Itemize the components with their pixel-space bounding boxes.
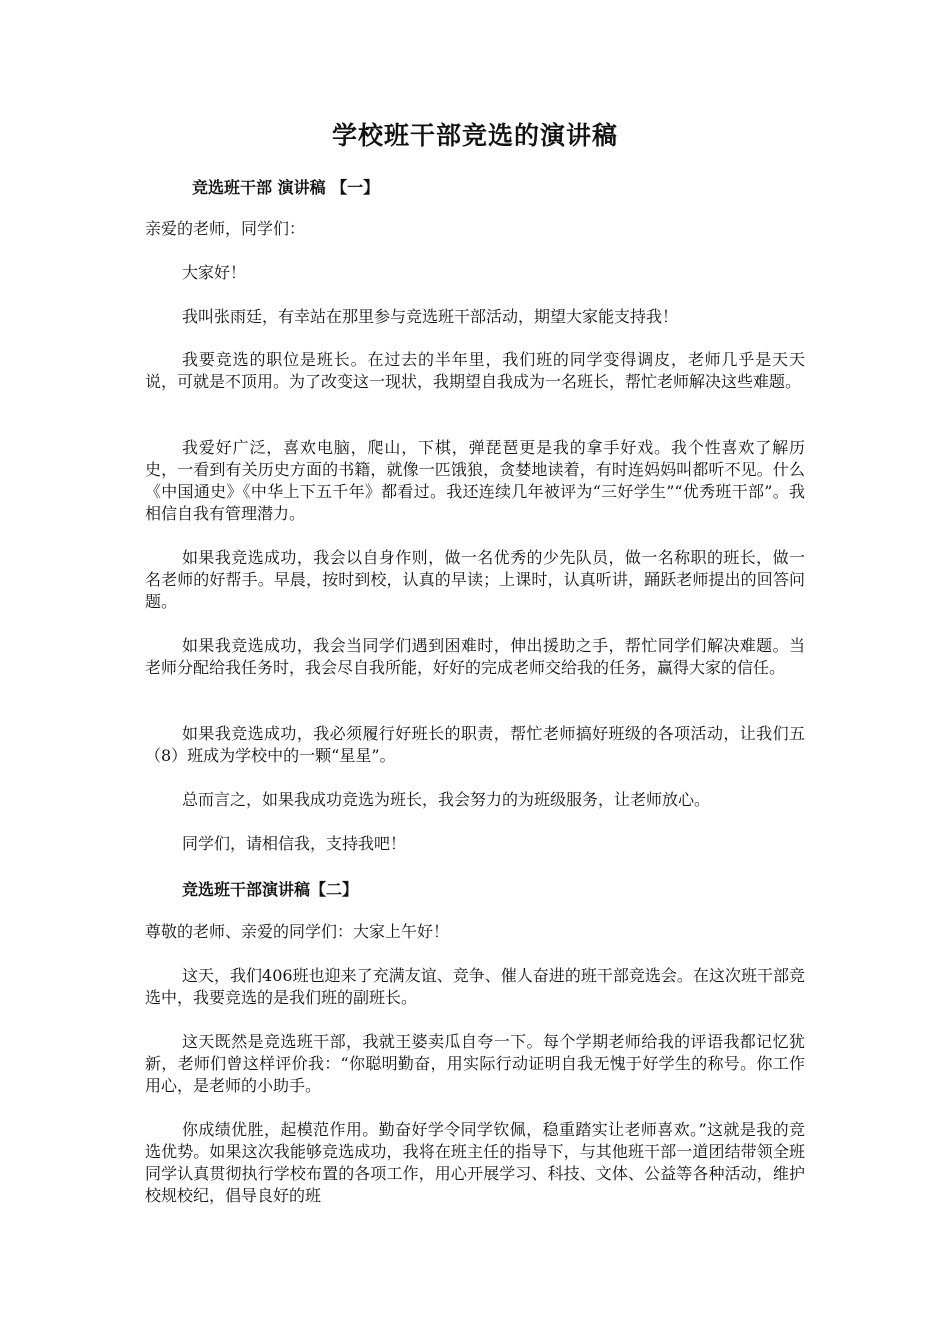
body-paragraph: 我爱好广泛，喜欢电脑，爬山，下棋，弹琵琶更是我的拿手好戏。我个性喜欢了解历史，一看到有关历史方面的书籍，就像一匹饿狼，贪婪地读着，有时连妈妈叫都听不见。什么《中国通史》《中华上下五千年》都看过。我还连续几年被评为“三好学生”“优秀班干部”。我相信自我有管理潜力。 bbox=[145, 438, 805, 523]
body-paragraph: 大家好！ bbox=[182, 263, 247, 282]
section-heading-2: 竞选班干部演讲稿【二】 bbox=[182, 880, 359, 899]
body-paragraph: 这天既然是竞选班干部，我就王婆卖瓜自夸一下。每个学期老师给我的评语我都记忆犹新，老师们曾这样评价我：“你聪明勤奋，用实际行动证明自我无愧于好学生的称号。你工作用心，是老师的小助手。 bbox=[145, 1032, 805, 1095]
body-paragraph: 如果我竞选成功，我会当同学们遇到困难时，伸出援助之手，帮忙同学们解决难题。当老师分配给我任务时，我会尽自我所能，好好的完成老师交给我的任务，赢得大家的信任。 bbox=[145, 636, 805, 677]
body-paragraph: 你成绩优胜，起模范作用。勤奋好学令同学钦佩，稳重踏实让老师喜欢。”这就是我的竞选优势。如果这次我能够竞选成功，我将在班主任的指导下，与其他班干部一道团结带领全班同学认真贯彻执行学校布置的各项工作，用心开展学习、科技、文体、公益等各种活动，维护校规校纪，倡导良好的班 bbox=[145, 1120, 805, 1205]
greeting-paragraph: 尊敬的老师、亲爱的同学们：大家上午好！ bbox=[145, 922, 450, 941]
greeting-paragraph: 亲爱的老师，同学们： bbox=[145, 219, 306, 238]
body-paragraph: 这天，我们406班也迎来了充满友谊、竞争、催人奋进的班干部竞选会。在这次班干部竞选中，我要竞选的是我们班的副班长。 bbox=[145, 966, 805, 1007]
section-heading-1: 竞选班干部 演讲稿 【一】 bbox=[192, 178, 380, 197]
body-paragraph: 同学们，请相信我，支持我吧！ bbox=[182, 834, 407, 853]
document-title: 学校班干部竞选的演讲稿 bbox=[331, 121, 618, 150]
body-paragraph: 我要竞选的职位是班长。在过去的半年里，我们班的同学变得调皮，老师几乎是天天说，可就是不顶用。为了改变这一现状，我期望自我成为一名班长，帮忙老师解决这些难题。 bbox=[145, 350, 805, 391]
body-paragraph: 如果我竞选成功，我必须履行好班长的职责，帮忙老师搞好班级的各项活动，让我们五（8）班成为学校中的一颗“星星”。 bbox=[145, 724, 805, 765]
body-paragraph: 如果我竞选成功，我会以自身作则，做一名优秀的少先队员，做一名称职的班长，做一名老师的好帮手。早晨，按时到校，认真的早读；上课时，认真听讲，踊跃老师提出的回答问题。 bbox=[145, 548, 805, 611]
body-paragraph: 总而言之，如果我成功竞选为班长，我会努力的为班级服务，让老师放心。 bbox=[182, 790, 711, 809]
body-paragraph: 我叫张雨廷，有幸站在那里参与竞选班干部活动，期望大家能支持我！ bbox=[182, 307, 679, 326]
